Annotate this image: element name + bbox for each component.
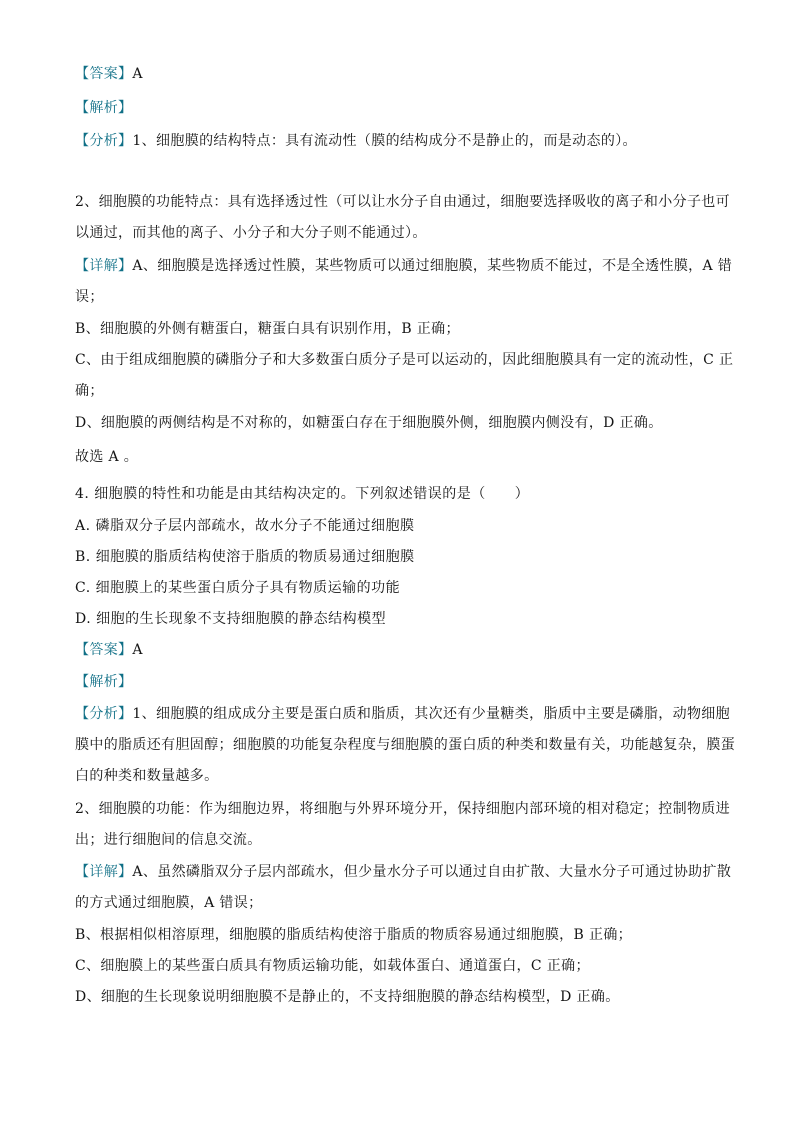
answer-value: A xyxy=(132,66,143,82)
answer-tag: 【答案】 xyxy=(75,66,133,82)
answer-value: A xyxy=(132,642,143,658)
q4-fenxi-2-line2: 出；进行细胞间的信息交流。 xyxy=(75,832,262,848)
q4-stem: 4. 细胞膜的特性和功能是由其结构决定的。下列叙述错误的是（ ） xyxy=(75,486,530,502)
q4-answer-line xyxy=(75,640,143,660)
fenxi-tag: 【分析】 xyxy=(75,133,133,149)
q4-xiangjie-d: D、细胞的生长现象说明细胞膜不是静止的，不支持细胞膜的静态结构模型，D 正确。 xyxy=(75,989,620,1005)
answer-tag: 【答案】 xyxy=(75,642,133,658)
q3-xiangjie-c-line2: 确； xyxy=(75,383,104,399)
q4-fenxi-2-line1: 2、细胞膜的功能：作为细胞边界，将细胞与外界环境分开，保持细胞内部环境的相对稳定；控制物质进 xyxy=(75,801,731,817)
q3-fenxi-2-line1: 2、细胞膜的功能特点：具有选择透过性（可以让水分子自由通过，细胞要选择吸收的离子和小分子也可 xyxy=(75,194,731,210)
q3-xiangjie-b: B、细胞膜的外侧有糖蛋白，糖蛋白具有识别作用，B 正确； xyxy=(75,321,460,337)
q4-analysis-line xyxy=(75,672,132,692)
q3-answer-line xyxy=(75,64,143,84)
q3-analysis-line xyxy=(75,98,132,118)
xiangjie-tag: 【详解】 xyxy=(75,258,133,274)
q4-option-c: C. 细胞膜上的某些蛋白质分子具有物质运输的功能 xyxy=(75,580,401,596)
q3-fenxi-1 xyxy=(75,131,637,151)
fenxi-tag: 【分析】 xyxy=(75,706,133,722)
q3-xiangjie-c-line1: C、由于组成细胞膜的磷脂分子和大多数蛋白质分子是可以运动的，因此细胞膜具有一定的流动性，C 正 xyxy=(75,352,734,368)
q3-fenxi-2-line2: 以通过，而其他的离子、小分子和大分子则不能通过）。 xyxy=(75,225,427,241)
document-page xyxy=(75,0,736,1123)
q4-xiangjie-a-line1 xyxy=(75,862,731,882)
q4-fenxi-1-line2: 膜中的脂质还有胆固醇；细胞膜的功能复杂程度与细胞膜的蛋白质的种类和数量有关，功能越复杂，膜蛋 xyxy=(75,737,736,753)
analysis-tag: 【解析】 xyxy=(75,674,133,690)
q4-xiangjie-b: B、根据相似相溶原理，细胞膜的脂质结构使溶于脂质的物质容易通过细胞膜，B 正确； xyxy=(75,927,633,943)
xiangjie-text: A、细胞膜是选择透过性膜，某些物质可以通过细胞膜，某些物质不能过，不是全透性膜，A 错 xyxy=(132,258,733,274)
fenxi-text: 1、细胞膜的结构特点：具有流动性（膜的结构成分不是静止的，而是动态的）。 xyxy=(132,133,637,149)
analysis-tag: 【解析】 xyxy=(75,100,133,116)
xiangjie-tag: 【详解】 xyxy=(75,864,133,880)
q4-xiangjie-a-line2: 的方式通过细胞膜，A 错误； xyxy=(75,895,263,911)
q4-option-a: A. 磷脂双分子层内部疏水，故水分子不能通过细胞膜 xyxy=(75,518,415,534)
q4-xiangjie-c: C、细胞膜上的某些蛋白质具有物质运输功能，如载体蛋白、通道蛋白，C 正确； xyxy=(75,958,590,974)
q4-fenxi-1-line3: 白的种类和数量越多。 xyxy=(75,768,219,784)
q3-xiangjie-a-line2: 误； xyxy=(75,289,104,305)
q4-option-d: D. 细胞的生长现象不支持细胞膜的静态结构模型 xyxy=(75,611,387,627)
q4-option-b: B. 细胞膜的脂质结构使溶于脂质的物质易通过细胞膜 xyxy=(75,549,415,565)
q3-xiangjie-d: D、细胞膜的两侧结构是不对称的，如糖蛋白存在于细胞膜外侧，细胞膜内侧没有，D 正确。 xyxy=(75,415,663,431)
fenxi-text: 1、细胞膜的组成成分主要是蛋白质和脂质，其次还有少量糖类，脂质中主要是磷脂，动物细胞 xyxy=(132,706,731,722)
q3-xiangjie-a-line1 xyxy=(75,256,732,276)
q4-fenxi-1-line1 xyxy=(75,704,730,724)
xiangjie-text: A、虽然磷脂双分子层内部疏水，但少量水分子可以通过自由扩散、大量水分子可通过协助扩散 xyxy=(132,864,732,880)
q3-conclusion: 故选 A 。 xyxy=(75,449,139,465)
